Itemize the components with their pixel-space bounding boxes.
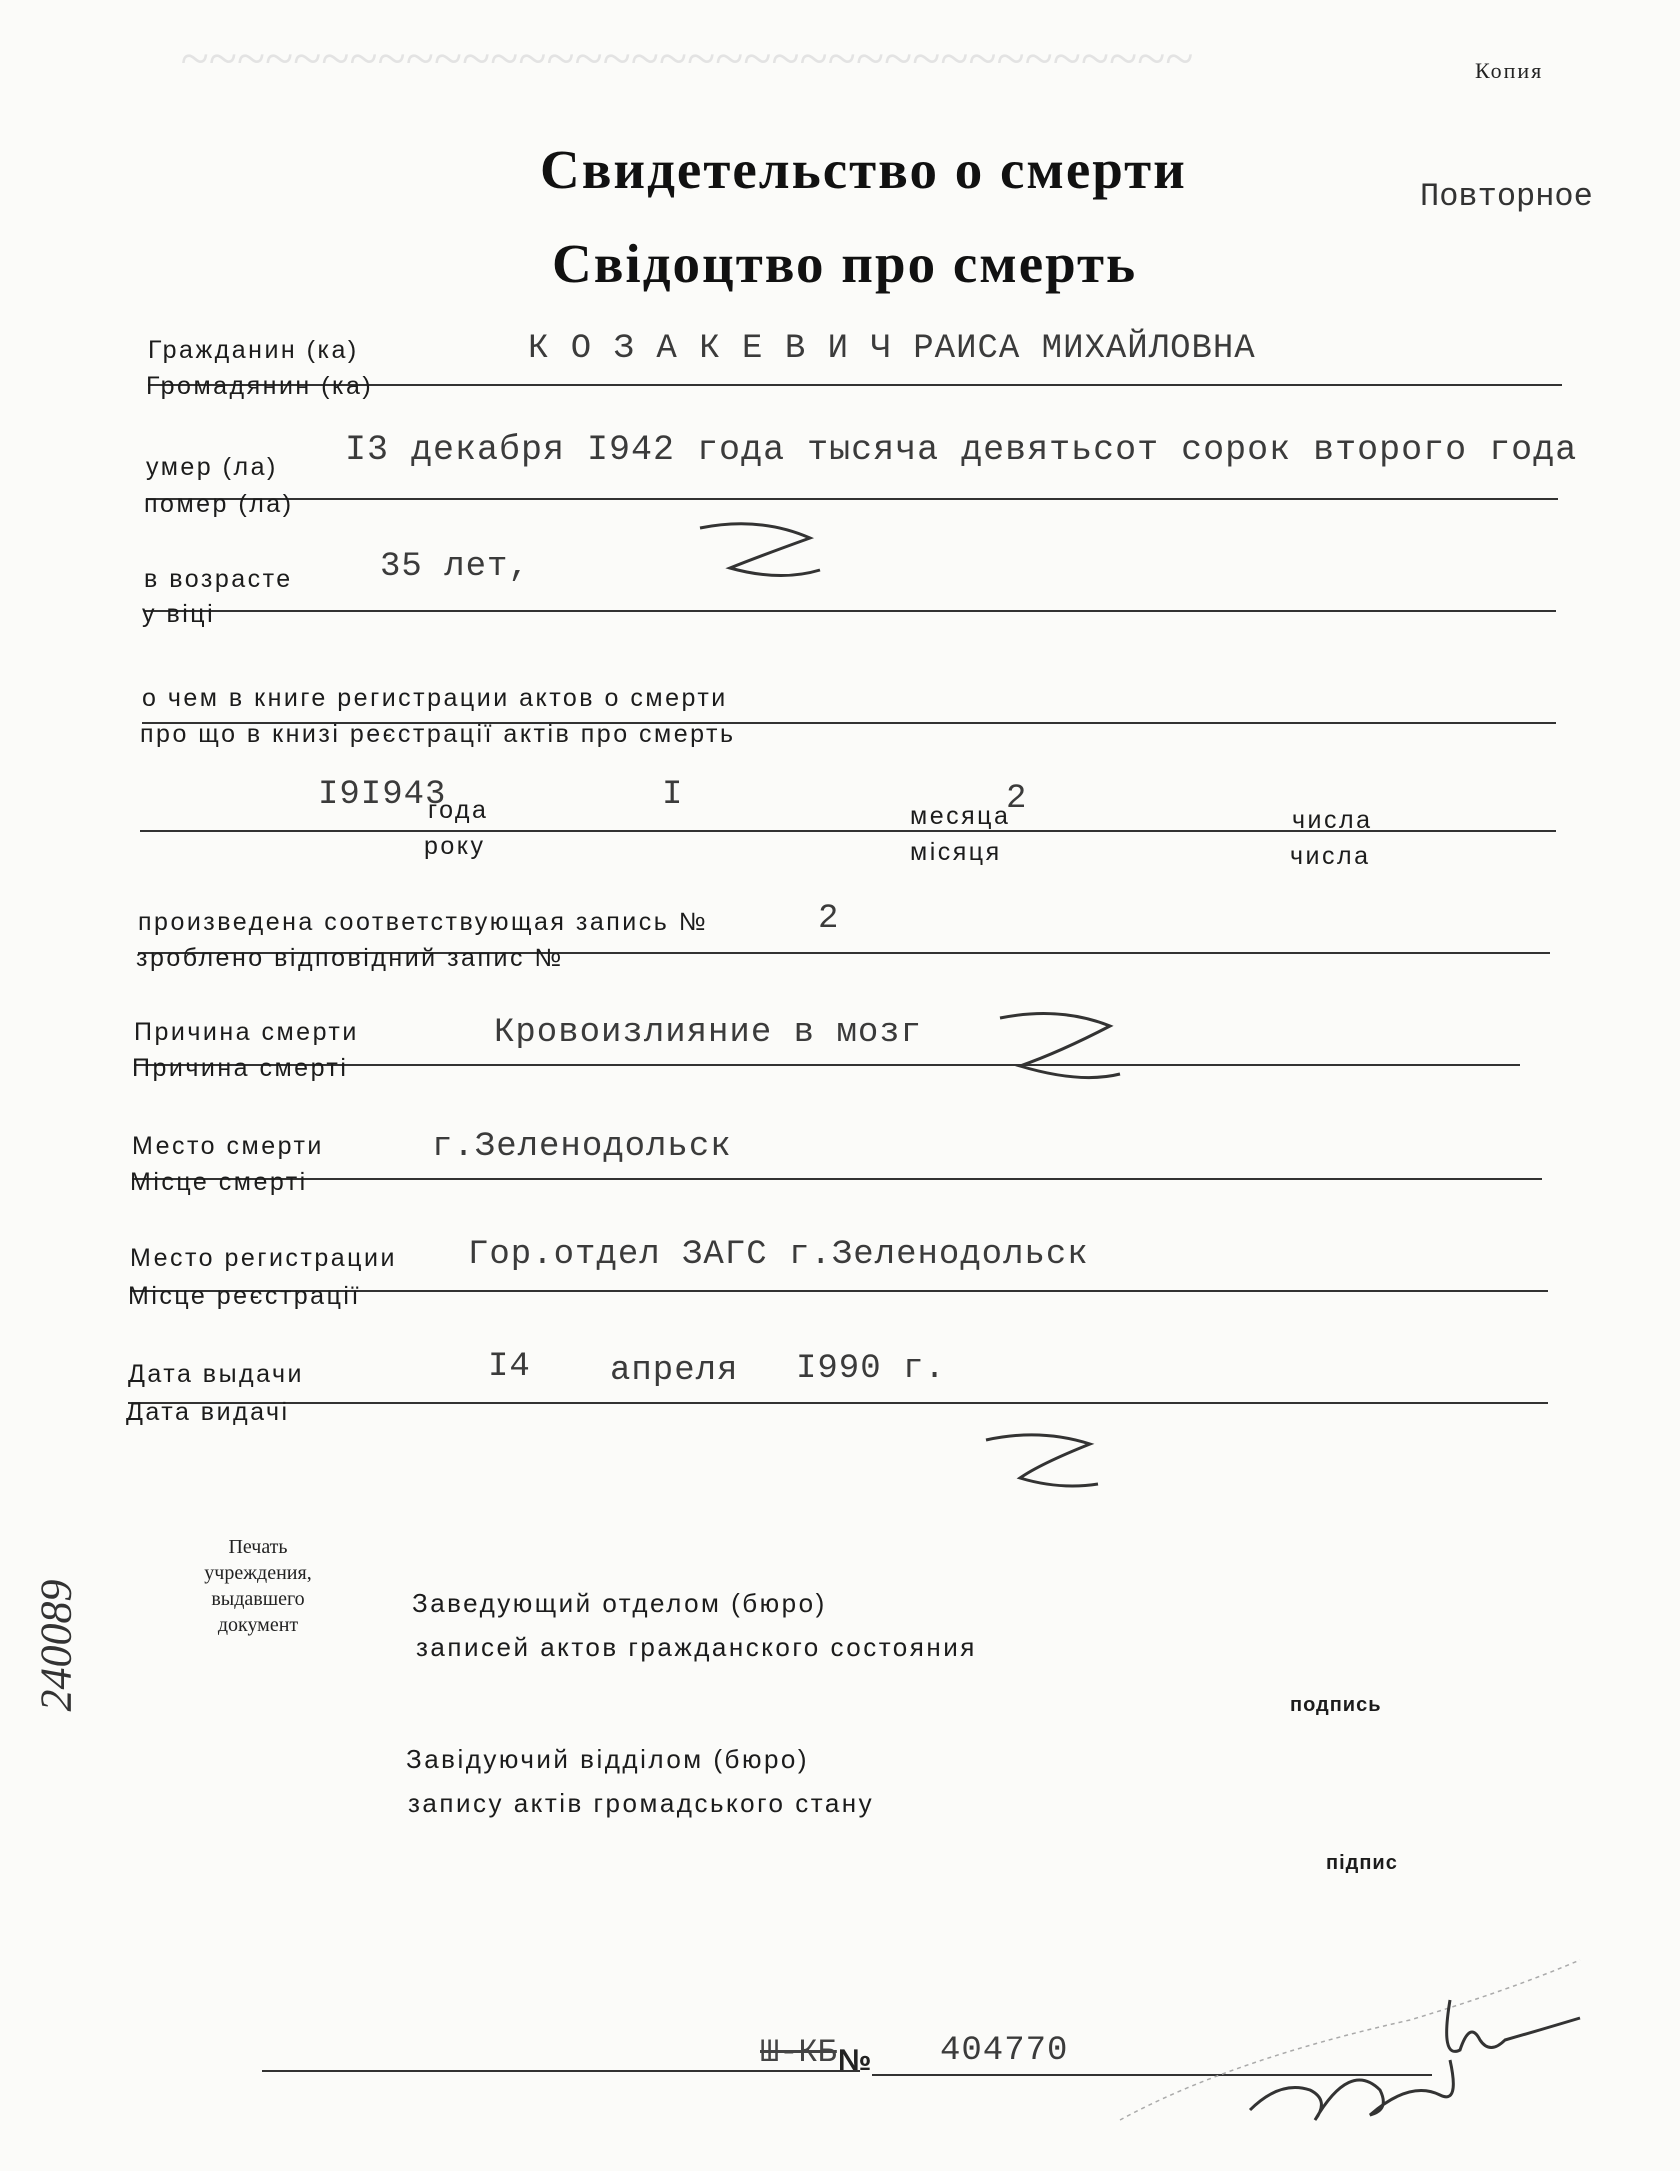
citizen-name-value: К О З А К Е В И Ч РАИСА МИХАЙЛОВНА <box>528 330 1256 368</box>
place-reg-label-uk: Місце реєстрації <box>128 1282 361 1310</box>
issue-month-value: апреля <box>610 1352 739 1390</box>
seal-note-line-4: документ <box>217 1614 299 1636</box>
head-uk-line-1: Завідуючий відділом (бюро) <box>406 1744 810 1774</box>
sign-uk-caption: підпис <box>1326 1852 1398 1874</box>
record-label-ru: произведена соответствующая запись № <box>138 908 709 936</box>
died-underline <box>146 498 1558 500</box>
sign-ru-caption: подпись <box>1290 1694 1382 1716</box>
issue-date-label-uk: Дата видачі <box>126 1398 290 1426</box>
record-label-uk: зроблено відповідний запис № <box>136 944 564 972</box>
month-label-ru: месяца <box>910 802 1011 830</box>
cancel-stroke-age <box>690 520 830 590</box>
place-death-underline <box>132 1178 1542 1180</box>
record-month-value: I <box>662 776 684 814</box>
seal-note <box>176 1534 340 1638</box>
serial-number-value: 404770 <box>940 2032 1069 2070</box>
place-death-value: г.Зеленодольск <box>432 1128 732 1166</box>
died-label-uk: помер (ла) <box>144 490 294 518</box>
age-value: 35 лет, <box>380 548 530 586</box>
age-label-ru: в возрасте <box>144 565 293 593</box>
date-row-underline <box>140 830 1556 832</box>
cause-label-uk: Причина смерті <box>132 1054 349 1082</box>
title-ukrainian: Свідоцтво про смерть <box>552 233 1138 294</box>
seal-note-line-2: учреждения, <box>204 1562 312 1584</box>
title-russian: Свидетельство о смерти <box>540 139 1187 200</box>
cancel-stroke-cause <box>990 1004 1130 1094</box>
book-label-ru: о чем в книге регистрации актов о смерти <box>142 684 728 712</box>
serial-prefix: Ш-КБ <box>760 2034 837 2071</box>
seal-note-line-1: Печать <box>228 1536 288 1558</box>
record-number-value: 2 <box>818 900 840 938</box>
month-label-uk: місяця <box>910 838 1002 866</box>
issue-year-value: I990 г. <box>796 1350 946 1388</box>
serial-number-sign: № <box>838 2044 872 2077</box>
died-label-ru: умер (ла) <box>146 453 278 481</box>
place-reg-label-ru: Место регистрации <box>130 1244 397 1272</box>
death-date-value: I3 декабря I942 года тысяча девятьсот сорок второго года <box>345 430 1578 470</box>
age-label-uk: у віці <box>142 600 216 628</box>
seal-note-line-3: выдавшего <box>211 1588 305 1610</box>
issue-day-value: I4 <box>488 1348 531 1386</box>
age-underline <box>144 610 1556 612</box>
margin-inventory-number: 240089 <box>31 1579 81 1712</box>
year-label-ru: года <box>428 796 489 824</box>
official-signature <box>1110 1940 1590 2140</box>
cancel-stroke-date <box>980 1428 1100 1498</box>
record-day-value: 2 <box>1006 780 1028 818</box>
day-label-uk: числа <box>1290 842 1371 870</box>
book-label-uk: про що в книзі реєстрації актів про смерть <box>140 720 736 748</box>
head-ru-line-1: Заведующий отделом (бюро) <box>412 1588 827 1618</box>
copy-mark: Копия <box>1475 58 1544 83</box>
repeat-mark: Повторное <box>1420 178 1593 215</box>
year-label-uk: року <box>424 832 486 860</box>
bleed-through-text: ~~~~~~~~~~~~~~~~~~~~~~~~~~~~~~~~~~~~ <box>180 31 1193 88</box>
place-death-label-uk: Місце смерті <box>130 1168 308 1196</box>
place-death-label-ru: Место смерти <box>132 1132 324 1160</box>
record-year-value: I9I943 <box>318 776 447 814</box>
issue-date-label-ru: Дата выдачи <box>128 1360 304 1388</box>
citizen-label-ru: Гражданин (ка) <box>148 336 359 364</box>
cause-value: Кровоизлияние в мозг <box>494 1014 923 1052</box>
day-label-ru: числа <box>1292 806 1373 834</box>
head-uk-line-2: запису актів громадського стану <box>408 1788 875 1818</box>
place-reg-value: Гор.отдел ЗАГС г.Зеленодольск <box>468 1236 1089 1274</box>
head-ru-line-2: записей актов гражданского состояния <box>416 1632 977 1662</box>
citizen-label-uk: Громадянин (ка) <box>146 372 374 400</box>
cause-label-ru: Причина смерти <box>134 1018 359 1046</box>
issue-date-underline <box>128 1402 1548 1404</box>
